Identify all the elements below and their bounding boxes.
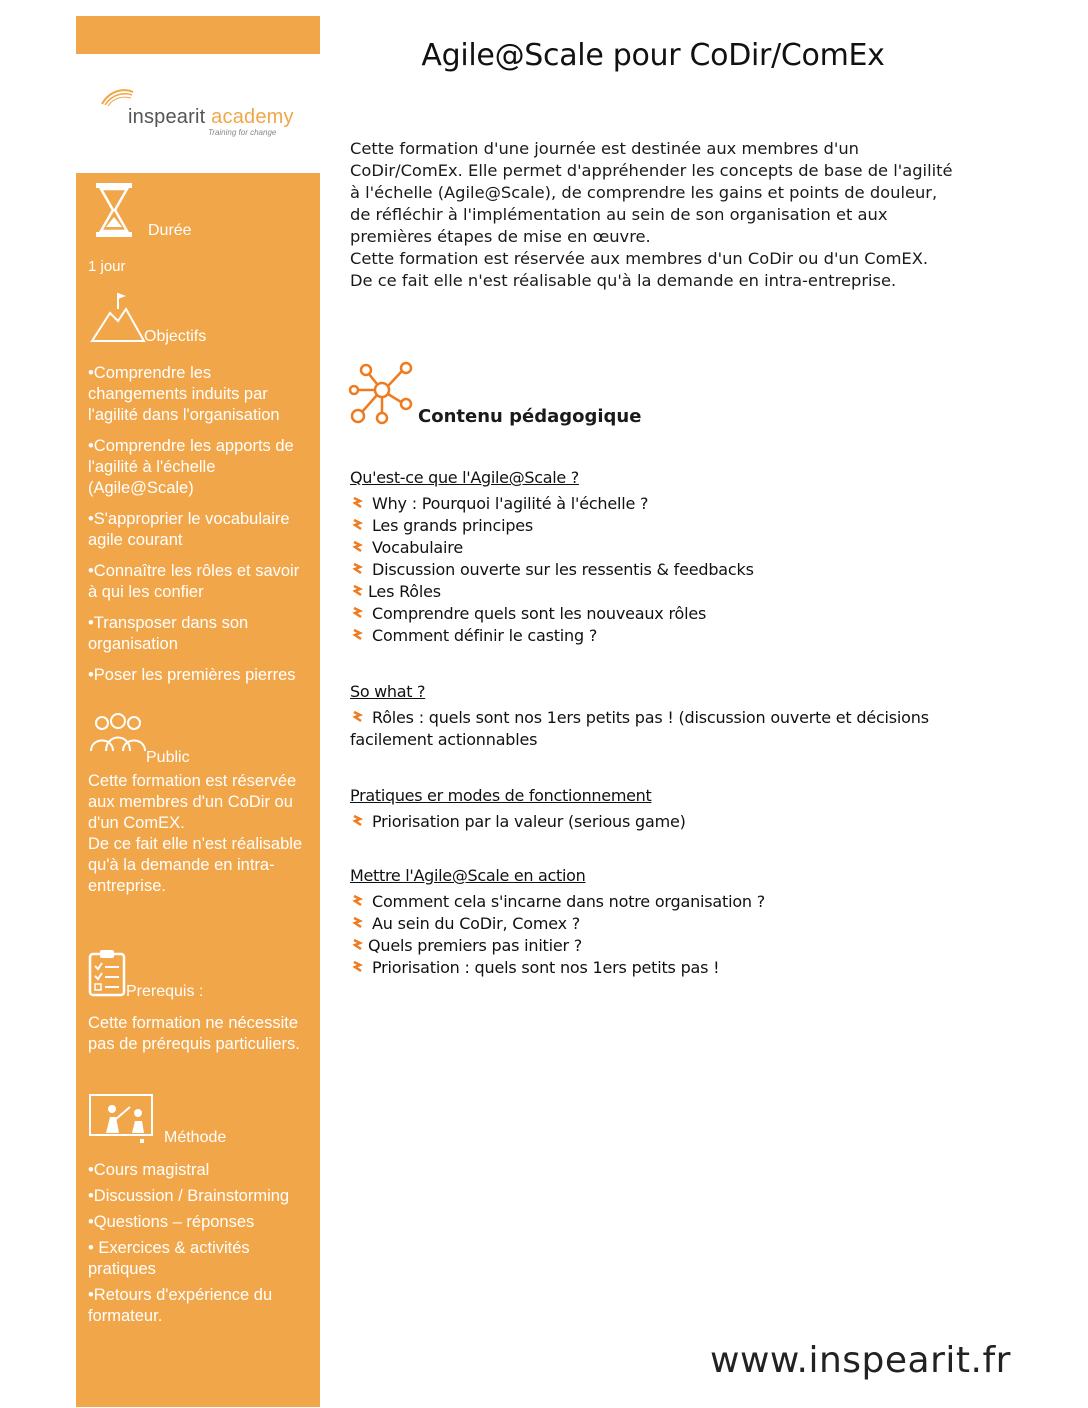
section-agilescale	[350, 468, 960, 647]
duree-label: Durée	[148, 222, 192, 239]
logo-tagline: Training for change	[208, 128, 277, 137]
bullet-icon	[352, 628, 364, 642]
section-heading: So what ?	[350, 682, 426, 701]
objectif-item: •Comprendre les changements induits par l'agilité dans l'organisation	[88, 364, 280, 424]
list-item: Comment définir le casting ?	[350, 625, 960, 647]
list-item: Priorisation : quels sont nos 1ers petits pas !	[350, 957, 960, 979]
section-heading: Mettre l'Agile@Scale en action	[350, 866, 586, 885]
list-item: Discussion ouverte sur les ressentis & feedbacks	[350, 559, 960, 581]
section-heading: Qu'est-ce que l'Agile@Scale ?	[350, 468, 579, 487]
logo-swirl-icon	[100, 88, 134, 108]
bullet-icon	[352, 916, 364, 930]
methode-list	[88, 1160, 308, 1332]
objectif-item: •S'approprier le vocabulaire agile courant	[88, 510, 290, 549]
inspearit-logo	[100, 88, 310, 138]
methode-item: •Questions – réponses	[88, 1213, 255, 1231]
bullet-icon	[352, 814, 364, 828]
section-so-what	[350, 682, 960, 751]
page-title: Agile@Scale pour CoDir/ComEx	[421, 38, 885, 73]
prerequis-text: Cette formation ne nécessite pas de prérequis particuliers.	[88, 1014, 300, 1053]
bullet-icon	[352, 710, 364, 724]
methode-item: •Cours magistral	[88, 1161, 210, 1179]
bullet-icon	[352, 894, 364, 908]
intro-paragraph: Cette formation d'une journée est destinée aux membres d'un CoDir/ComEx. Elle permet d'appréhender les concepts de base de l'agilité à l'échelle (Agile@Scale), de comprendre les gains et points de douleur, de réfléchir à l'implémentation au sein de son organisation et aux premières étapes de mise en œuvre.	[350, 139, 953, 246]
list-item: Vocabulaire	[350, 537, 960, 559]
bullet-icon	[352, 540, 364, 554]
list-item: Comprendre quels sont les nouveaux rôles	[350, 603, 960, 625]
bullet-icon	[352, 938, 364, 952]
objectif-item: •Connaître les rôles et savoir à qui les confier	[88, 562, 300, 601]
methode-item: •Discussion / Brainstorming	[88, 1187, 290, 1205]
objectifs-label: Objectifs	[144, 328, 207, 345]
objectif-item: •Poser les premières pierres	[88, 666, 296, 684]
hourglass-icon	[94, 181, 134, 239]
list-item: Au sein du CoDir, Comex ?	[350, 913, 960, 935]
clipboard-icon	[88, 949, 126, 997]
list-item: Les grands principes	[350, 515, 960, 537]
bullet-icon	[352, 496, 364, 510]
duree-value: 1 jour	[88, 258, 126, 275]
methode-label: Méthode	[164, 1129, 227, 1146]
top-orange-band	[76, 16, 320, 54]
website-url: www.inspearit.fr	[710, 1340, 1011, 1381]
sidebar	[76, 173, 320, 1407]
intro-paragraph: Cette formation est réservée aux membres d'un CoDir ou d'un ComEX.	[350, 249, 929, 268]
section-list	[350, 811, 960, 833]
bullet-icon	[352, 518, 364, 532]
bullet-icon	[352, 562, 364, 576]
public-text-line1: Cette formation est réservée aux membres d'un CoDir ou d'un ComEX.	[88, 772, 297, 832]
objectif-item: •Transposer dans son organisation	[88, 614, 249, 653]
section-list	[350, 493, 960, 647]
list-item: Comment cela s'incarne dans notre organisation ?	[350, 891, 960, 913]
list-item: Les Rôles	[350, 581, 960, 603]
mountain-flag-icon	[90, 289, 146, 343]
methode-item: • Exercices & activités pratiques	[88, 1239, 250, 1278]
list-item: Rôles : quels sont nos 1ers petits pas ! (discussion ouverte et décisions facilement actionnables	[350, 708, 929, 749]
bullet-icon	[352, 960, 364, 974]
public-text	[88, 771, 308, 897]
prerequis-label: Prerequis :	[126, 983, 204, 1000]
section-action	[350, 866, 960, 979]
bullet-icon	[352, 584, 364, 598]
section-list	[350, 891, 960, 979]
section-list	[350, 707, 960, 751]
logo-name: inspearit academy	[128, 106, 294, 128]
intro-paragraph: De ce fait elle n'est réalisable qu'à la demande en intra-entreprise.	[350, 271, 897, 290]
bullet-icon	[352, 606, 364, 620]
list-item: Priorisation par la valeur (serious game)	[350, 811, 960, 833]
list-item: Why : Pourquoi l'agilité à l'échelle ?	[350, 493, 960, 515]
section-pratiques	[350, 786, 960, 833]
contenu-title: Contenu pédagogique	[418, 406, 642, 427]
public-text-line2: De ce fait elle n'est réalisable qu'à la demande en intra-entreprise.	[88, 835, 303, 895]
methode-item: •Retours d'expérience du formateur.	[88, 1286, 273, 1325]
objectif-item: •Comprendre les apports de l'agilité à l'échelle (Agile@Scale)	[88, 437, 294, 497]
list-item: Quels premiers pas initier ?	[350, 935, 960, 957]
intro-text	[350, 138, 960, 292]
public-label: Public	[146, 749, 190, 766]
objectifs-list	[88, 363, 308, 696]
people-icon	[88, 713, 148, 753]
section-heading: Pratiques er modes de fonctionnement	[350, 786, 652, 805]
network-nodes-icon	[346, 360, 416, 428]
presentation-board-icon	[88, 1093, 158, 1145]
